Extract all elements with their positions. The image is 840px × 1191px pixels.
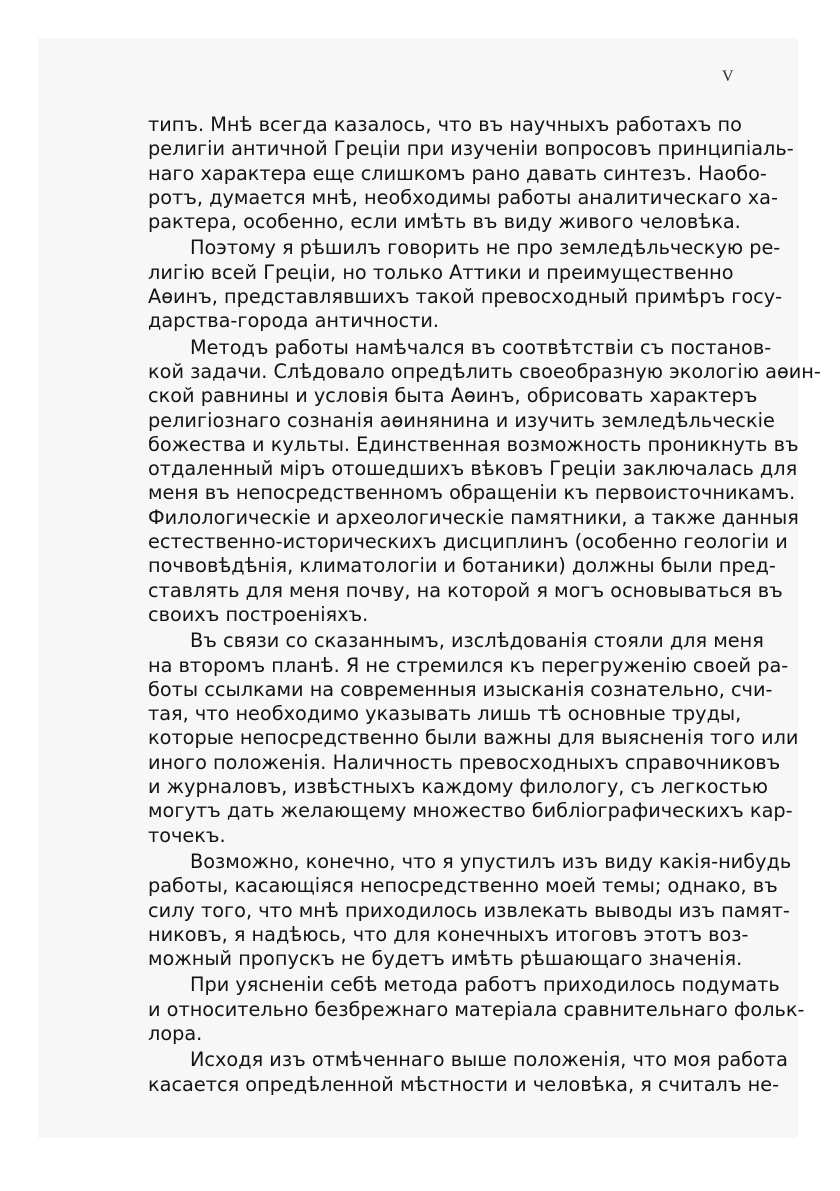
text-line: силу того, что мнѣ приходилось извлекать выводы изъ памят- [148,898,790,922]
paragraph [148,629,799,848]
text-line: лора. [148,1021,203,1045]
text-line: естественно-историческихъ дисциплинъ (особенно геологіи и [148,530,788,554]
text-line: дарства-города античности. [148,309,440,333]
text-line: точекъ. [148,823,226,847]
page-number: V [722,68,734,85]
text-line: Въ связи со сказаннымъ, изслѣдованія стояли для меня [190,629,764,653]
text-line: наго характера еще слишкомъ рано давать синтезъ. Наобо- [148,161,767,185]
paragraph [148,113,794,234]
text-line: и относительно безбрежнаго матеріала сравнительнаго фольк- [148,997,805,1021]
text-line: При уясненіи себѣ метода работъ приходилось подумать [190,973,780,997]
text-line: Аѳинъ, представлявшихъ такой превосходный примѣръ госу- [148,285,783,309]
text-line: на второмъ планѣ. Я не стремился къ перегруженію своей ра- [148,653,789,677]
paragraph [148,1048,788,1097]
text-line: работы, касающіяся непосредственно моей темы; однако, въ [148,874,778,898]
text-line: ротъ, думается мнѣ, необходимы работы аналитическаго ха- [148,185,778,209]
text-line: тая, что необходимо указывать лишь тѣ основные труды, [148,702,742,726]
paragraph [148,236,783,333]
body-text [148,113,821,1097]
text-line: можный пропускъ не будетъ имѣть рѣшающаго значенія. [148,947,743,971]
text-line: кой задачи. Слѣдовало опредѣлить своеобразную экологію аѳин- [148,359,821,383]
text-line: и журналовъ, извѣстныхъ каждому филологу, съ легкостью [148,775,769,799]
text-line: меня въ непосредственномъ обращеніи къ первоисточникамъ. [148,481,796,505]
text-line: божества и культы. Единственная возможность проникнуть въ [148,432,799,456]
text-line: Филологическіе и археологическіе памятники, а также данныя [148,505,799,529]
text-line: рактера, особенно, если имѣть въ виду живого человѣка. [148,210,741,234]
text-line: Возможно, конечно, что я упустилъ изъ виду какія-нибудь [190,849,792,873]
text-line: почвовѣдѣнія, климатологіи и ботаники) должны были пред- [148,554,776,578]
text-line: ской равнины и условія быта Аѳинъ, обрисовать характеръ [148,384,758,408]
text-line: никовъ, я надѣюсь, что для конечныхъ итоговъ этотъ воз- [148,922,749,946]
text-line: религіознаго сознанія аѳинянина и изучить земледѣльческіе [148,408,775,432]
text-line: Исходя изъ отмѣченнаго выше положенія, что моя работа [190,1048,788,1072]
paragraph [148,849,792,971]
text-line: отдаленный міръ отошедшихъ вѣковъ Греціи заключалась для [148,457,798,481]
text-line: типъ. Мнѣ всегда казалось, что въ научныхъ работахъ по [148,113,742,136]
text-line: ставлять для меня почву, на которой я могъ основываться въ [148,578,783,602]
text-line: могутъ дать желающему множество библіографическихъ кар- [148,799,793,823]
text-line: которые непосредственно были важны для выясненія того или [148,726,799,750]
text-line: Поэтому я рѣшилъ говорить не про земледѣльческую ре- [190,236,781,260]
text-line: Методъ работы намѣчался въ соотвѣтствіи съ постанов- [190,335,772,359]
text-line: своихъ построеніяхъ. [148,602,369,626]
text-line: боты ссылками на современныя изысканія сознательно, счи- [148,677,773,701]
text-line: лигію всей Греціи, но только Аттики и преимущественно [148,260,734,284]
paragraph [148,973,805,1046]
text-line: касается опредѣленной мѣстности и человѣка, я считалъ не- [148,1072,780,1096]
paragraph [148,335,821,628]
text-line: религіи античной Греціи при изученіи вопросовъ принципіаль- [148,137,794,161]
text-line: иного положенія. Наличность превосходныхъ справочниковъ [148,750,781,774]
